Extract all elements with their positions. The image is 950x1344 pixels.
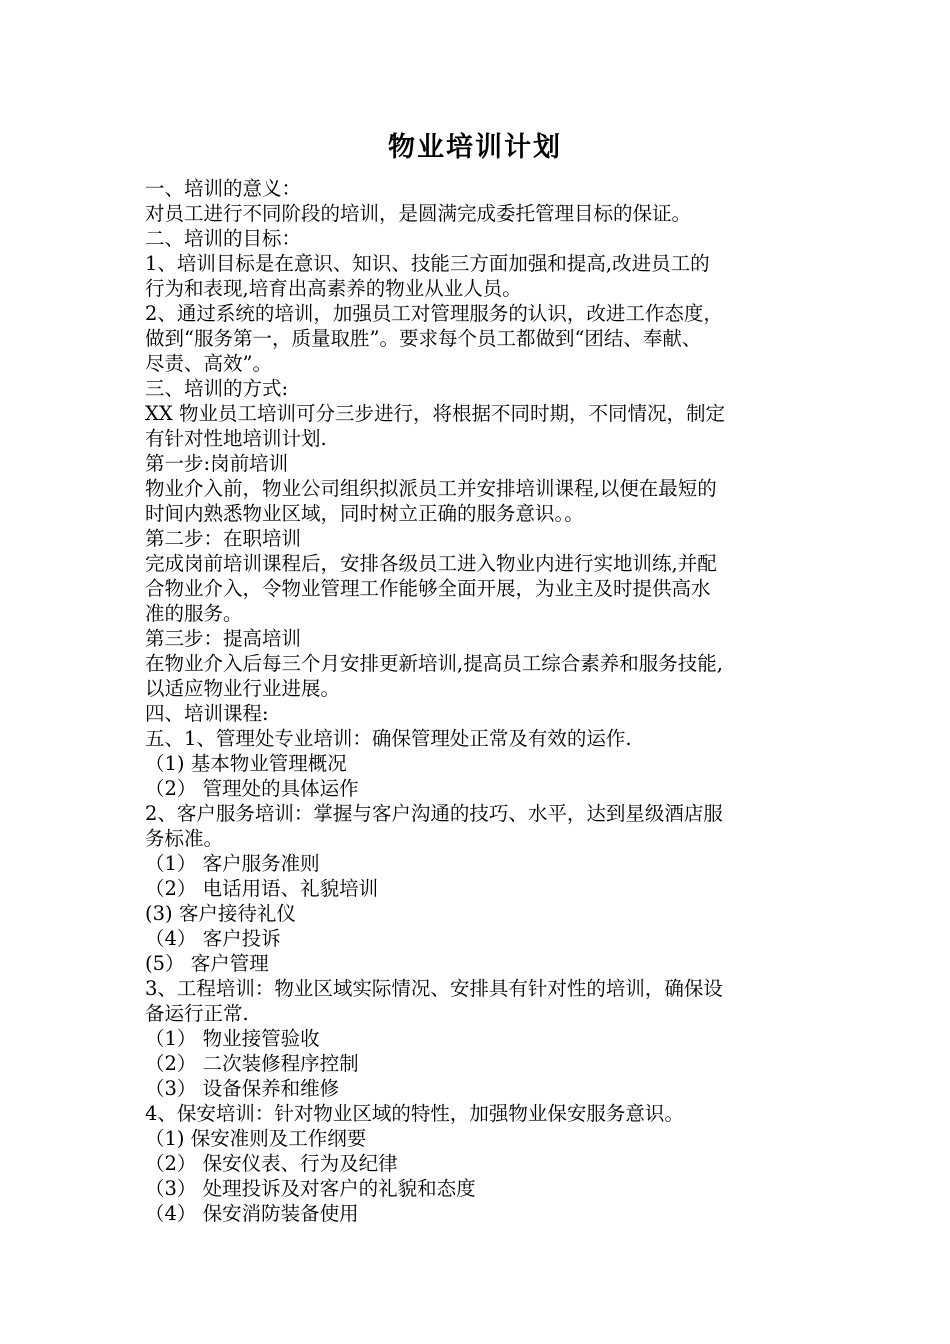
list-item: （1) 基本物业管理概况 xyxy=(145,752,347,775)
list-item: (5） 客户管理 xyxy=(145,952,269,975)
list-item: （1） 客户服务准则 xyxy=(145,852,320,875)
paragraph-line: 3、工程培训：物业区域实际情况、安排具有针对性的培训，确保设 xyxy=(145,977,723,1000)
list-item: （1） 物业接管验收 xyxy=(145,1027,320,1050)
paragraph-line: 备运行正常. xyxy=(145,1002,249,1025)
paragraph-line: 时间内熟悉物业区域，同时树立正确的服务意识。。 xyxy=(145,502,584,525)
paragraph-line: 2、客户服务培训：掌握与客户沟通的技巧、水平，达到星级酒店服 xyxy=(145,802,723,825)
list-item: （4） 保安消防装备使用 xyxy=(145,1202,359,1225)
list-item: （3） 设备保养和维修 xyxy=(145,1077,340,1100)
section-heading: 一、培训的意义： xyxy=(145,177,302,200)
list-item: （2） 保安仪表、行为及纪律 xyxy=(145,1152,398,1175)
paragraph-line: XX 物业员工培训可分三步进行，将根据不同时期，不同情况，制定 xyxy=(145,402,725,425)
list-item: （3） 处理投诉及对客户的礼貌和态度 xyxy=(145,1177,476,1200)
list-item: （4） 客户投诉 xyxy=(145,927,281,950)
paragraph-line: 以适应物业行业进展。 xyxy=(145,677,341,700)
paragraph-line: 五、1、管理处专业培训：确保管理处正常及有效的运作. xyxy=(145,727,632,750)
paragraph-line: 物业介入前，物业公司组织拟派员工并安排培训课程,以便在最短的 xyxy=(145,477,717,500)
paragraph-line: 1、培训目标是在意识、知识、技能三方面加强和提高,改进员工的 xyxy=(145,252,710,275)
document-body xyxy=(145,176,845,1226)
paragraph-line: 行为和表现,培育出高素养的物业从业人员。 xyxy=(145,277,522,300)
step-heading: 第二步：在职培训 xyxy=(145,527,302,550)
paragraph-line: 务标准。 xyxy=(145,827,224,850)
paragraph-line: 合物业介入，令物业管理工作能够全面开展，为业主及时提供高水 xyxy=(145,577,711,600)
paragraph-line: 有针对性地培训计划. xyxy=(145,427,327,450)
paragraph-line: 完成岗前培训课程后，安排各级员工进入物业内进行实地训练,并配 xyxy=(145,552,717,575)
paragraph-line: 在物业介入后每三个月安排更新培训,提高员工综合素养和服务技能, xyxy=(145,652,723,675)
section-heading: 四、培训课程: xyxy=(145,702,269,725)
list-item: （1) 保安准则及工作纲要 xyxy=(145,1127,367,1150)
section-heading: 二、培训的目标： xyxy=(145,227,302,250)
paragraph-line: 尽责、高效”。 xyxy=(145,352,272,375)
paragraph-line: 2、通过系统的培训，加强员工对管理服务的认识，改进工作态度， xyxy=(145,302,723,325)
list-item: （2） 管理处的具体运作 xyxy=(145,777,359,800)
step-heading: 第三步：提高培训 xyxy=(145,627,302,650)
step-heading: 第一步:岗前培训 xyxy=(145,452,289,475)
paragraph-line: 对员工进行不同阶段的培训，是圆满完成委托管理目标的保证。 xyxy=(145,202,692,225)
paragraph-line: 准的服务。 xyxy=(145,602,243,625)
list-item: （2） 电话用语、礼貌培训 xyxy=(145,877,379,900)
paragraph-line: 做到“服务第一，质量取胜”。要求每个员工都做到“团结、奉献、 xyxy=(145,327,702,350)
document-title: 物业培训计划 xyxy=(388,132,562,163)
list-item: （2） 二次装修程序控制 xyxy=(145,1052,359,1075)
list-item: (3) 客户接待礼仪 xyxy=(145,902,296,925)
paragraph-line: 4、保安培训：针对物业区域的特性，加强物业保安服务意识。 xyxy=(145,1102,684,1125)
section-heading: 三、培训的方式: xyxy=(145,377,289,400)
